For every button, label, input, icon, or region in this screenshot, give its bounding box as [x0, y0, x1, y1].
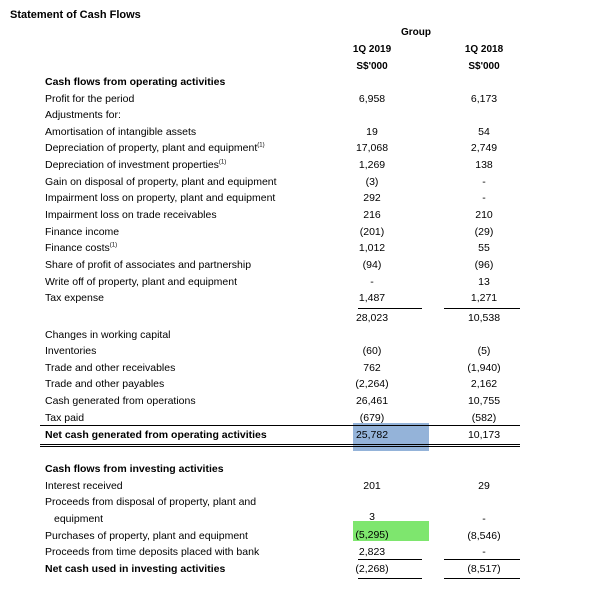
row-label: Cash generated from operations	[45, 395, 196, 407]
value-1q2018: 2,749	[470, 142, 498, 154]
section-operating-heading: Cash flows from operating activities	[45, 76, 226, 88]
row-label: Finance income	[45, 226, 120, 238]
row-label: Tax expense	[45, 292, 104, 304]
value-1q2018: -	[482, 192, 486, 204]
row-label: Proceeds from time deposits placed with bank	[45, 546, 260, 558]
subtotal-1q2019: 28,023	[355, 312, 389, 324]
footnote-marker: (1)	[109, 242, 118, 249]
net-cash-operating-top-rule	[40, 425, 520, 426]
footnote-marker: (1)	[257, 142, 265, 149]
row-label-text: Depreciation of property, plant and equipment	[45, 142, 258, 154]
row-label: Changes in working capital	[45, 329, 171, 341]
row-label-text: Depreciation of investment properties	[45, 159, 219, 171]
row-label: Adjustments for:	[45, 109, 121, 121]
row-label: Amortisation of intangible assets	[45, 126, 197, 138]
value-1q2019: 1,012	[358, 242, 386, 254]
value-1q2018: 6,173	[470, 93, 498, 105]
value-1q2018: 55	[478, 242, 490, 254]
row-label: Profit for the period	[45, 93, 135, 105]
net-cash-operating-1q2018: 10,173	[467, 429, 501, 441]
row-label: Interest received	[45, 480, 123, 492]
value-1q2019: (60)	[362, 345, 382, 357]
row-label	[45, 242, 117, 254]
value-1q2019: 19	[366, 126, 378, 138]
row-label: equipment	[54, 513, 104, 525]
value-1q2019: 1,487	[358, 292, 386, 304]
subtotal-1q2018: 10,538	[467, 312, 501, 324]
row-label	[45, 142, 265, 154]
value-1q2019: -	[370, 276, 374, 288]
net-cash-investing-1q2018: (8,517)	[467, 563, 501, 575]
row-label: Trade and other receivables	[45, 362, 176, 374]
row-label: Trade and other payables	[45, 378, 165, 390]
value-1q2019: (2,264)	[355, 378, 389, 390]
value-1q2019: 17,068	[355, 142, 389, 154]
net-cash-investing-1q2019: (2,268)	[355, 563, 389, 575]
investing-total-rule-col2	[444, 559, 520, 560]
value-1q2018: (29)	[474, 226, 494, 238]
value-1q2018: 1,271	[470, 292, 498, 304]
value-1q2019: 216	[363, 209, 381, 221]
value-1q2019: 3	[369, 511, 375, 523]
value-1q2018: (5)	[477, 345, 491, 357]
row-label: Impairment loss on trade receivables	[45, 209, 217, 221]
value-1q2018: 2,162	[470, 378, 498, 390]
value-1q2018: 210	[475, 209, 493, 221]
value-1q2019: (201)	[359, 226, 385, 238]
value-1q2018: 13	[478, 276, 490, 288]
col1-header: 1Q 2019	[352, 44, 392, 55]
value-1q2019: 6,958	[358, 93, 386, 105]
col2-unit: S$'000	[468, 61, 500, 72]
purchases-ppe-1q2019: (5,295)	[355, 529, 389, 541]
row-label: Share of profit of associates and partnership	[45, 259, 252, 271]
footnote-marker: (1)	[218, 159, 227, 166]
row-label: Tax paid	[45, 412, 85, 424]
net-cash-operating-bottom-rule-1	[40, 444, 520, 445]
value-1q2019: 762	[363, 362, 381, 374]
value-1q2018: -	[482, 513, 486, 525]
value-1q2018: 54	[478, 126, 490, 138]
section-investing-heading: Cash flows from investing activities	[45, 463, 224, 475]
value-1q2018: (96)	[474, 259, 494, 271]
value-1q2019: (3)	[365, 176, 379, 188]
col2-header: 1Q 2018	[464, 44, 504, 55]
value-1q2019: 292	[363, 192, 381, 204]
value-1q2018: -	[482, 176, 486, 188]
row-label-text: Finance costs	[45, 242, 110, 254]
subtotal-rule-col1	[358, 308, 422, 309]
row-label: Gain on disposal of property, plant and equipment	[45, 176, 277, 188]
investing-bottom-rule-col1	[358, 578, 422, 579]
net-cash-operating-1q2019: 25,782	[355, 429, 389, 441]
row-label: Inventories	[45, 345, 97, 357]
investing-bottom-rule-col2	[444, 578, 520, 579]
value-1q2019: 2,823	[358, 546, 386, 558]
value-1q2018: -	[482, 546, 486, 558]
row-label: Write off of property, plant and equipment	[45, 276, 238, 288]
group-header: Group	[401, 27, 431, 38]
row-label: Impairment loss on property, plant and equipment	[45, 192, 276, 204]
investing-total-rule-col1	[358, 559, 422, 560]
value-1q2019: 26,461	[355, 395, 389, 407]
value-1q2018: (8,546)	[467, 530, 501, 542]
value-1q2018: 138	[475, 159, 493, 171]
row-label: Purchases of property, plant and equipment	[45, 530, 248, 542]
row-label-net-cash-operating: Net cash generated from operating activities	[45, 429, 267, 441]
subtotal-rule-col2	[444, 308, 520, 309]
row-label: Proceeds from disposal of property, plant and	[45, 496, 257, 508]
value-1q2019: 201	[363, 480, 381, 492]
col1-unit: S$'000	[356, 61, 388, 72]
row-label-net-cash-investing: Net cash used in investing activities	[45, 563, 226, 575]
net-cash-operating-bottom-rule-2	[40, 446, 520, 447]
value-1q2018: 29	[478, 480, 490, 492]
value-1q2019: (94)	[362, 259, 382, 271]
row-label	[45, 159, 226, 171]
statement-title: Statement of Cash Flows	[10, 9, 141, 21]
value-1q2019: 1,269	[358, 159, 386, 171]
value-1q2019: (679)	[359, 412, 385, 424]
value-1q2018: 10,755	[467, 395, 501, 407]
value-1q2018: (582)	[471, 412, 497, 424]
value-1q2018: (1,940)	[467, 362, 501, 374]
